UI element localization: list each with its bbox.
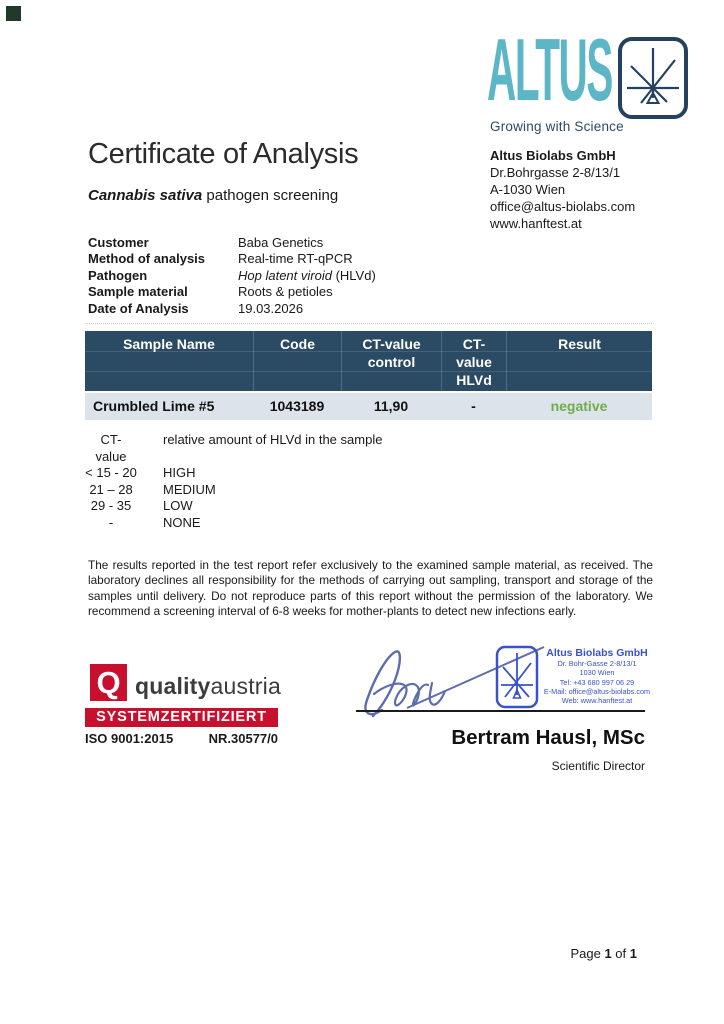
altus-logo-wordmark: ALTUS: [487, 20, 613, 119]
header-ct-control: CT-value control: [341, 331, 441, 391]
quality-austria-q-icon: Q: [90, 664, 127, 701]
corner-mark: [6, 6, 21, 21]
dotted-divider: [85, 323, 652, 324]
lab-name: Altus Biolabs GmbH: [490, 148, 616, 163]
lab-address: [490, 147, 635, 232]
table-row: [85, 393, 652, 420]
page-total: 1: [629, 946, 637, 961]
results-table-header: [85, 331, 652, 391]
page-title: Certificate of Analysis: [88, 138, 359, 170]
info-label: Method of analysis: [88, 251, 206, 267]
lab-address-city: A-1030 Wien: [490, 182, 566, 197]
cell-ct-control: 11,90: [373, 398, 409, 414]
info-label: Date of Analysis: [88, 300, 189, 316]
header-gridline: [85, 371, 652, 372]
cell-result: negative: [550, 398, 608, 414]
info-label: Pathogen: [88, 267, 148, 283]
info-row-pathogen: [88, 268, 376, 284]
stamp-email: E-Mail: office@altus-biolabs.com: [543, 686, 651, 696]
subtitle: [88, 187, 338, 204]
info-label: Customer: [88, 235, 149, 250]
info-value: Baba Genetics: [238, 235, 324, 250]
header-result: Result: [506, 331, 652, 391]
info-row-method: [88, 251, 376, 267]
results-table: [85, 331, 652, 420]
pathogen-abbr: (HLVd): [331, 267, 376, 283]
stamp-web: Web: www.hanftest.at: [561, 696, 633, 706]
stamp-plant-icon: [495, 645, 541, 714]
info-row-customer: [88, 235, 376, 251]
header-code: Code: [253, 331, 341, 391]
info-row-date: [88, 301, 376, 317]
quality-austria-brand: qualityaustria: [135, 673, 281, 699]
certificate-number: NR.30577/0: [208, 731, 278, 746]
subtitle-rest: pathogen screening: [202, 187, 339, 204]
info-value: Roots & petioles: [238, 284, 333, 300]
iso-certification-line: [85, 731, 278, 746]
lab-address-email: office@altus-biolabs.com: [490, 199, 636, 214]
system-zertifiziert-banner: SYSTEMZERTIFIZIERT: [85, 708, 278, 727]
legend-header: CT-value relative amount of HLVd in the sample: [95, 432, 383, 464]
altus-plant-icon: [617, 36, 689, 125]
stamp-phone: Tel: +43 680 997 06 29: [559, 677, 635, 687]
info-value: [238, 268, 376, 284]
disclaimer-text: The results reported in the test report refer exclusively to the examined sample material, as received. The laboratory declines all responsibility for the methods of carrying out sampling, transport and storage of the samples until delivery. Do not reproduce parts of this report without the permission of the laboratory. We recommend a screening interval of 6-8 weeks for mother-plants to detect new infections early.: [88, 558, 653, 619]
header-ct-hlvd: CT- value HLVd: [441, 331, 506, 391]
info-row-material: [88, 284, 376, 300]
subtitle-species: Cannabis sativa: [88, 187, 203, 204]
info-value: Real-time RT-qPCR: [238, 251, 353, 267]
legend-row-high: < 15 - 20 HIGH: [85, 465, 196, 480]
page-number: 1: [604, 946, 612, 961]
page-footer: Page 1 of 1: [570, 946, 637, 961]
info-label: Sample material: [88, 284, 188, 300]
sample-info-block: [88, 235, 376, 317]
lab-address-street: Dr.Bohrgasse 2-8/13/1: [490, 165, 621, 180]
iso-standard: ISO 9001:2015: [85, 731, 174, 746]
pathogen-name: Hop latent viroid: [238, 267, 332, 283]
stamp-text: [541, 645, 653, 714]
ct-value-legend: [85, 432, 382, 531]
header-sample-name: Sample Name: [123, 336, 215, 352]
legend-row-none: - NONE: [108, 514, 201, 530]
signer-title: Scientific Director: [551, 759, 645, 773]
lab-stamp: [495, 645, 653, 714]
legend-row-low: 29 - 35 LOW: [90, 498, 193, 513]
signer-name: Bertram Hausl, MSc: [451, 726, 645, 749]
stamp-street: Dr. Bohr-Gasse 2-8/13/1: [557, 659, 637, 668]
stamp-city: 1030 Wien: [579, 668, 615, 678]
logo-tagline: Growing with Science: [490, 119, 624, 134]
lab-address-web: www.hanftest.at: [490, 216, 582, 231]
header-gridline: [85, 351, 652, 352]
stamp-lab-name: Altus Biolabs GmbH: [546, 647, 648, 659]
signature-line: [356, 710, 645, 712]
cell-sample-name: Crumbled Lime #5: [93, 398, 215, 414]
cell-ct-hlvd: -: [471, 398, 476, 414]
cell-code: 1043189: [269, 398, 325, 414]
legend-row-medium: 21 – 28 MEDIUM: [89, 481, 216, 497]
info-value: 19.03.2026: [238, 300, 304, 316]
